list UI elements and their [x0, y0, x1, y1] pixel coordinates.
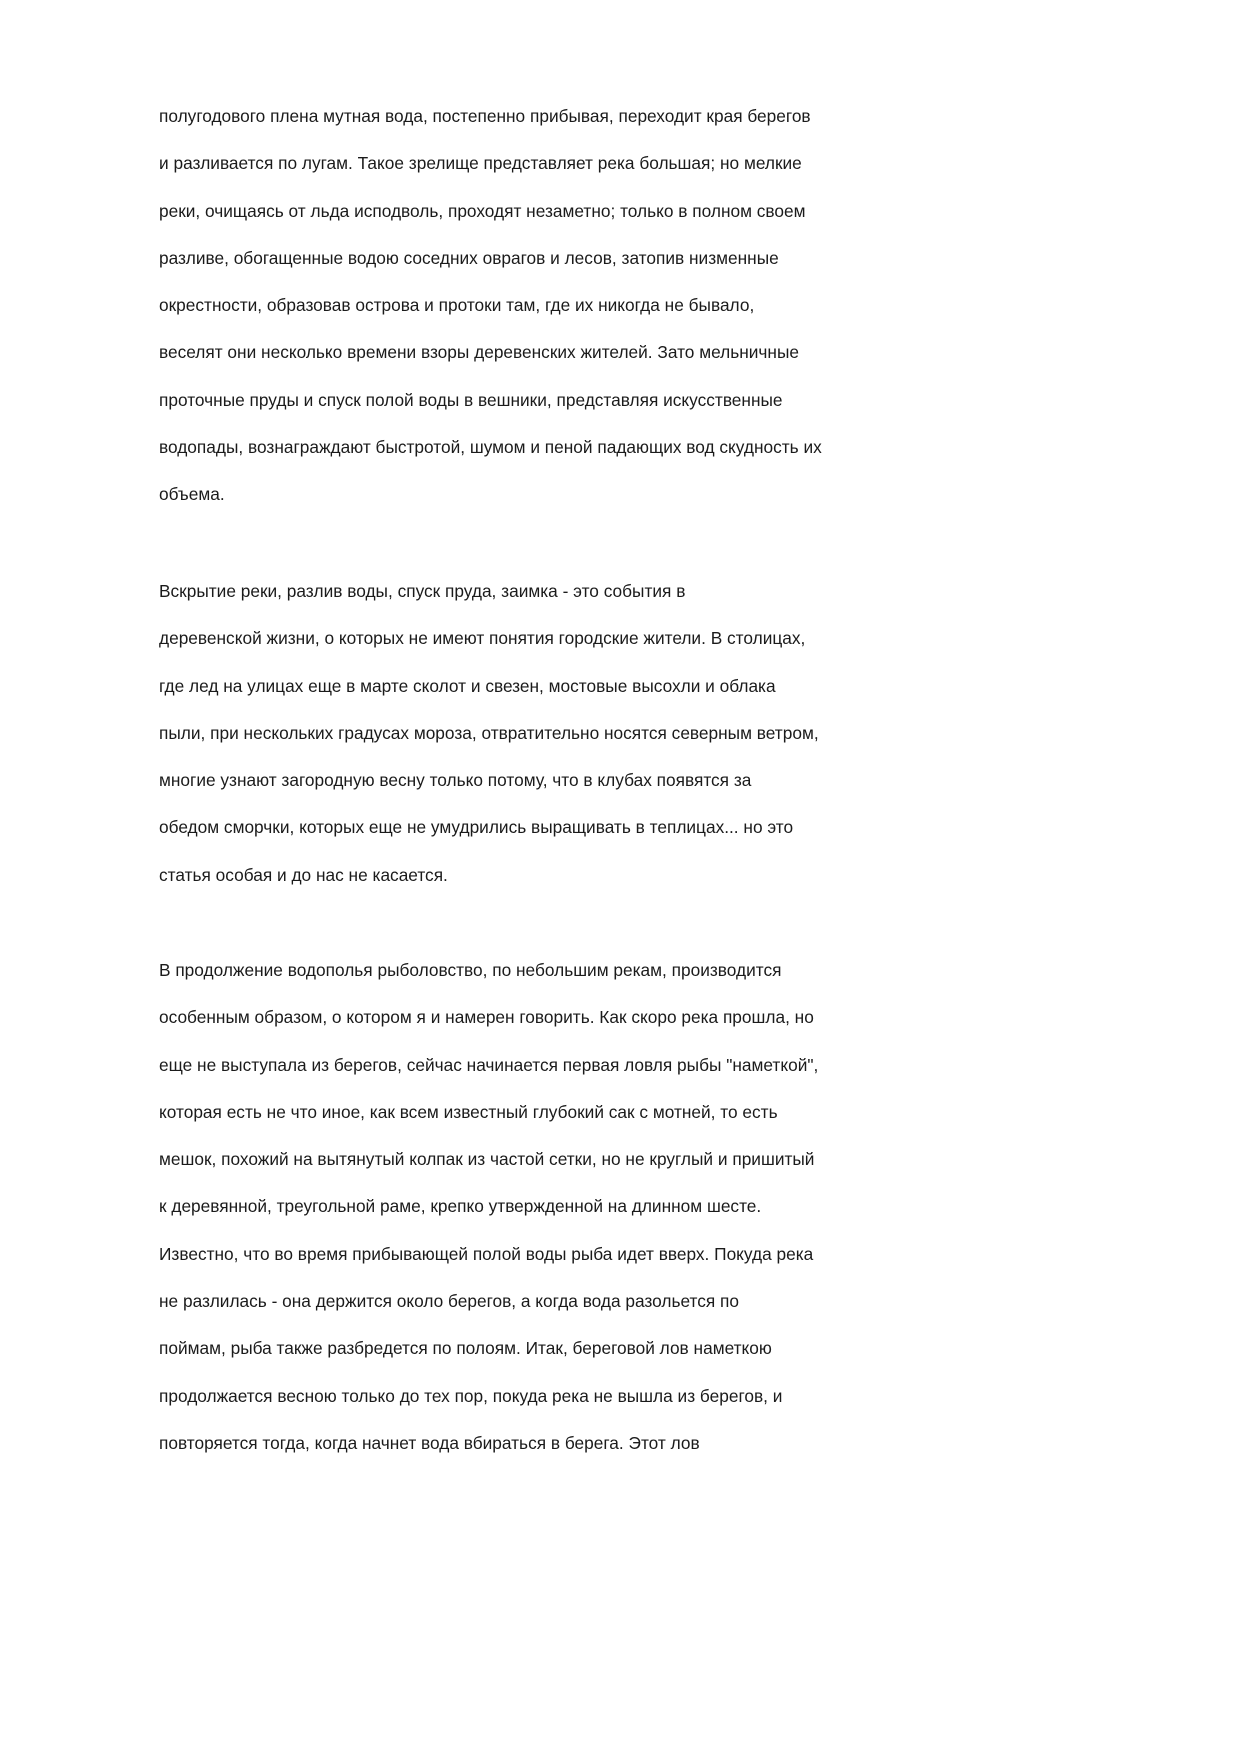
- text-line: и разливается по лугам. Такое зрелище представляет река большая; но мелкие: [159, 153, 802, 174]
- text-line: статья особая и до нас не касается.: [159, 864, 448, 885]
- text-line: не разлилась - она держится около берегов, а когда вода разольется по: [159, 1291, 740, 1312]
- text-line: к деревянной, треугольной раме, крепко утвержденной на длинном шесте.: [159, 1196, 762, 1217]
- text-line: водопады, вознаграждают быстротой, шумом и пеной падающих вод скудность их: [159, 437, 822, 458]
- text-line: веселят они несколько времени взоры деревенских жителей. Зато мельничные: [159, 342, 799, 363]
- text-line: еще не выступала из берегов, сейчас начинается первая ловля рыбы "наметкой",: [159, 1054, 819, 1075]
- text-line: которая есть не что иное, как всем известный глубокий сак с мотней, то есть: [159, 1101, 778, 1122]
- text-line: разливе, обогащенные водою соседних оврагов и лесов, затопив низменные: [159, 247, 779, 268]
- text-line: мешок, похожий на вытянутый колпак из частой сетки, но не круглый и пришитый: [159, 1149, 815, 1170]
- text-line: поймам, рыба также разбредется по полоям. Итак, береговой лов наметкою: [159, 1338, 772, 1359]
- paragraph-3: [159, 947, 939, 1467]
- text-line: реки, очищаясь от льда исподволь, проходят незаметно; только в полном своем: [159, 200, 806, 221]
- text-line: обедом сморчки, которых еще не умудрились выращивать в теплицах... но это: [159, 817, 794, 838]
- text-line: проточные пруды и спуск полой воды в вешники, представляя искусственные: [159, 389, 783, 410]
- paragraph-2: [159, 568, 939, 899]
- text-line: многие узнают загородную весну только потому, что в клубах появятся за: [159, 770, 752, 791]
- text-line: Вскрытие реки, разлив воды, спуск пруда, заимка - это события в: [159, 581, 686, 601]
- text-line: объема.: [159, 484, 225, 505]
- text-line: полугодового плена мутная вода, постепенно прибывая, переходит края берегов: [159, 106, 811, 126]
- text-line: повторяется тогда, когда начнет вода вбираться в берега. Этот лов: [159, 1432, 700, 1453]
- text-line: где лед на улицах еще в марте сколот и свезен, мостовые высохли и облака: [159, 675, 776, 696]
- text-line: особенным образом, о котором я и намерен говорить. Как скоро река прошла, но: [159, 1007, 814, 1028]
- text-line: Известно, что во время прибывающей полой воды рыба идет вверх. Покуда река: [159, 1243, 814, 1264]
- text-line: деревенской жизни, о которых не имеют понятия городские жители. В столицах,: [159, 628, 806, 649]
- text-line: В продолжение водополья рыболовство, по небольшим рекам, производится: [159, 960, 782, 980]
- paragraph-1: [159, 93, 939, 519]
- text-line: окрестности, образовав острова и протоки там, где их никогда не бывало,: [159, 295, 755, 316]
- text-line: продолжается весною только до тех пор, покуда река не вышла из берегов, и: [159, 1385, 783, 1406]
- text-line: пыли, при нескольких градусах мороза, отвратительно носятся северным ветром,: [159, 722, 819, 743]
